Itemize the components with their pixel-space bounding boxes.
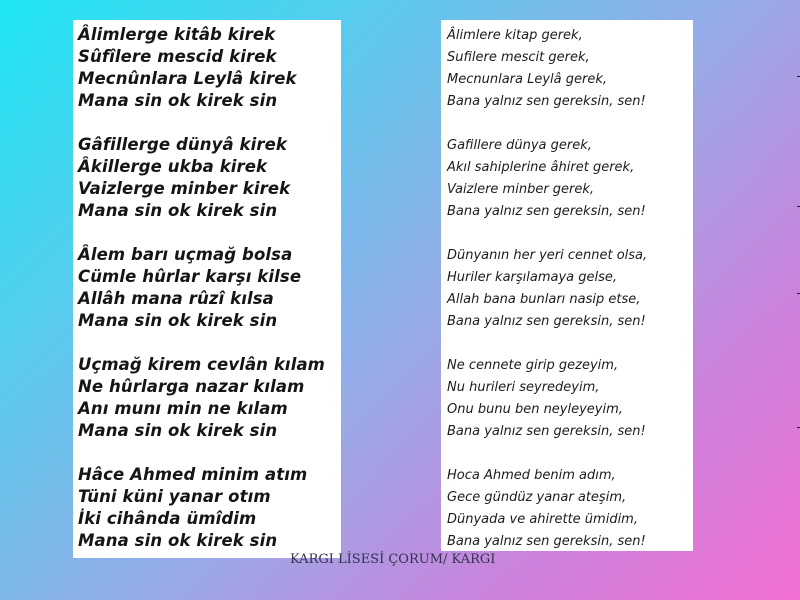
translation-line: Ne cennete girip gezeyim, xyxy=(447,358,619,373)
translation-line: Akıl sahiplerine âhiret gerek, xyxy=(447,160,635,175)
original-line: Gâfillerge dünyâ kirek xyxy=(78,135,287,154)
translation-line: Nu hurileri seyredeyim, xyxy=(447,380,600,395)
original-line: Mecnûnlara Leylâ kirek xyxy=(78,69,297,88)
original-line: Tüni küni yanar otım xyxy=(78,487,271,506)
original-line: Mana sin ok kirek sin xyxy=(78,201,278,220)
translation-line: Bana yalnız sen gereksin, sen! xyxy=(447,424,646,439)
translation-line: Dünyanın her yeri cennet olsa, xyxy=(447,248,648,263)
original-line: Mana sin ok kirek sin xyxy=(78,421,278,440)
original-line: Âkillerge ukba kirek xyxy=(78,157,268,176)
translation-line: Hoca Ahmed benim adım, xyxy=(447,468,616,483)
translation-line: Sufilere mescit gerek, xyxy=(447,50,590,65)
translation-line: Huriler karşılamaya gelse, xyxy=(447,270,618,285)
original-line: Sûfîlere mescid kirek xyxy=(78,47,277,66)
original-line: Allâh mana rûzî kılsa xyxy=(78,289,274,308)
translation-stanza-5 xyxy=(447,465,693,553)
translation-line: Gece gündüz yanar ateşim, xyxy=(447,490,627,505)
translation-line: Bana yalnız sen gereksin, sen! xyxy=(447,204,646,219)
translation-stanza-1 xyxy=(447,25,693,113)
original-stanza-5 xyxy=(78,464,341,552)
original-line: Mana sin ok kirek sin xyxy=(78,311,278,330)
original-stanza-3 xyxy=(78,244,341,332)
original-line: İki cihânda ümîdim xyxy=(78,509,257,528)
original-line: Vaizlerge minber kirek xyxy=(78,179,291,198)
original-line: Mana sin ok kirek sin xyxy=(78,531,278,550)
original-poem-panel xyxy=(73,20,341,558)
school-footer: KARGI LİSESİ ÇORUM/ KARGI xyxy=(290,552,496,567)
translation-line: Âlimlere kitap gerek, xyxy=(447,28,583,43)
translation-line: Mecnunlara Leylâ gerek, xyxy=(447,72,607,87)
original-line: Âlimlerge kitâb kirek xyxy=(78,25,276,44)
original-line: Hâce Ahmed minim atım xyxy=(78,465,308,484)
translation-line: Bana yalnız sen gereksin, sen! xyxy=(447,94,646,109)
translation-line: Onu bunu ben neyleyeyim, xyxy=(447,402,623,417)
original-line: Uçmağ kirem cevlân kılam xyxy=(78,355,325,374)
original-line: Cümle hûrlar karşı kilse xyxy=(78,267,302,286)
original-line: Ne hûrlarga nazar kılam xyxy=(78,377,305,396)
translation-line: Bana yalnız sen gereksin, sen! xyxy=(447,534,646,549)
original-line: Anı munı min ne kılam xyxy=(78,399,288,418)
translation-line: Allah bana bunları nasip etse, xyxy=(447,292,641,307)
translation-line: Dünyada ve ahirette ümidim, xyxy=(447,512,638,527)
original-line: Mana sin ok kirek sin xyxy=(78,91,278,110)
translation-stanza-4 xyxy=(447,355,693,443)
translation-panel xyxy=(441,20,693,551)
original-stanza-2 xyxy=(78,134,341,222)
original-stanza-4 xyxy=(78,354,341,442)
translation-line: Vaizlere minber gerek, xyxy=(447,182,595,197)
translation-stanza-3 xyxy=(447,245,693,333)
translation-line: Gafillere dünya gerek, xyxy=(447,138,592,153)
translation-stanza-2 xyxy=(447,135,693,223)
translation-line: Bana yalnız sen gereksin, sen! xyxy=(447,314,646,329)
original-stanza-1 xyxy=(78,24,341,112)
original-line: Âlem barı uçmağ bolsa xyxy=(78,245,293,264)
